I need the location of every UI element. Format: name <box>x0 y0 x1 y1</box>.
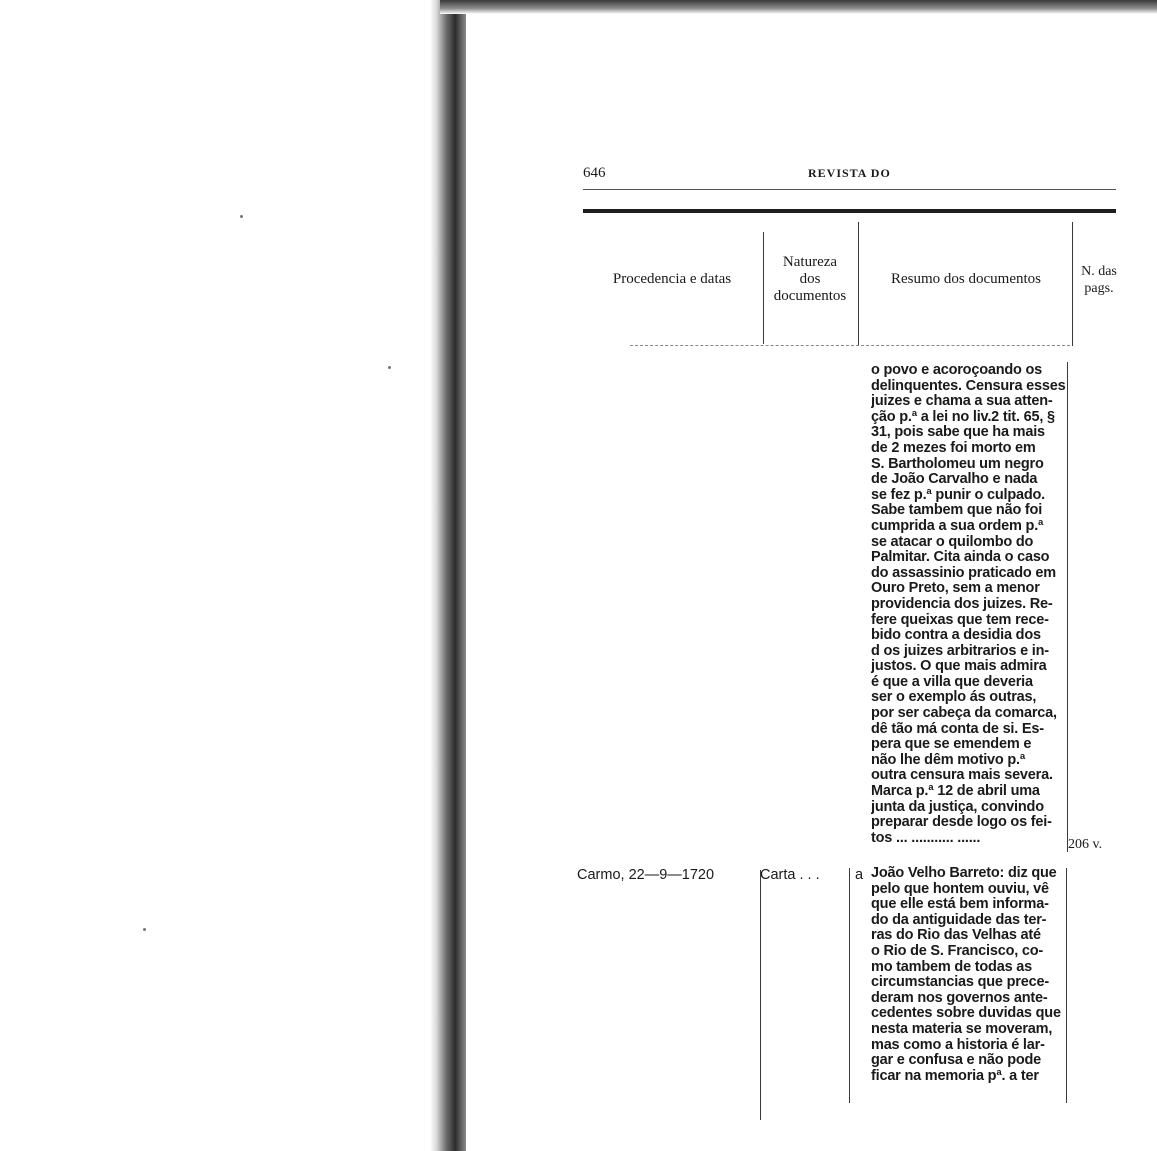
column-header-summary: Resumo dos documentos <box>891 271 1041 287</box>
table-top-rule <box>583 209 1116 213</box>
summary-line: pera que se emendem e <box>871 737 1032 753</box>
summary-line: ras do Rio das Velhas até <box>871 928 1041 944</box>
column-header-nature-line: documentos <box>773 288 847 304</box>
summary-line: bido contra a desidia dos <box>871 628 1041 644</box>
summary-line: é que a villa que deveria <box>871 674 1033 690</box>
summary-line: circumstancias que prece- <box>871 975 1049 991</box>
summary-line: João Velho Barreto: diz que <box>871 866 1057 881</box>
summary-line: outra censura mais severa. <box>871 768 1053 784</box>
summary-line: nesta materia se moveram, <box>871 1021 1053 1037</box>
summary-line: Marca p.ª 12 de abril uma <box>871 784 1040 800</box>
running-title: REVISTA DO <box>808 166 891 180</box>
summary-line: providencia dos juizes. Re- <box>871 596 1053 612</box>
summary-line: delinquentes. Censura esses <box>871 378 1066 394</box>
summary-line: justos. O que mais admira <box>871 659 1047 675</box>
summary-line: mas como a historia é lar- <box>871 1037 1045 1053</box>
column-rule <box>849 868 850 1103</box>
entry-summary <box>871 866 1067 1084</box>
summary-line: ficar na memoria pª. a ter <box>871 1068 1039 1084</box>
summary-line: S. Bartholomeu um negro <box>871 456 1044 472</box>
summary-line: de João Carvalho e nada <box>871 472 1038 488</box>
summary-line: o Rio de S. Francisco, co- <box>871 943 1044 959</box>
header-rule <box>583 189 1116 190</box>
summary-line: não lhe dêm motivo p.ª <box>871 752 1026 768</box>
summary-line: ção p.ª a lei no liv.2 tit. 65, § <box>871 409 1055 425</box>
column-rule <box>760 870 761 1120</box>
column-header-nature-line: Natureza <box>782 254 838 270</box>
summary-line: ser o exemplo ás outras, <box>871 690 1037 706</box>
scan-speck <box>240 215 243 218</box>
summary-line: Palmitar. Cita ainda o caso <box>871 550 1050 566</box>
entry-page-reference: 206 v. <box>1068 837 1103 852</box>
column-header-pages <box>1072 263 1126 297</box>
entry-document-nature: Carta . . . <box>760 867 820 883</box>
column-header-pages-line: pags. <box>1084 281 1114 296</box>
summary-line: mo tambem de todas as <box>871 959 1032 975</box>
column-rule <box>1067 362 1068 852</box>
page-top-shadow <box>440 0 1157 14</box>
page-number: 646 <box>583 165 606 181</box>
summary-line: d os juizes arbitrarios e in- <box>871 643 1049 659</box>
column-header-origin-dates: Procedencia e datas <box>612 271 732 287</box>
summary-line: Ouro Preto, sem a menor <box>871 581 1040 597</box>
summary-line: juizes e chama a sua atten- <box>871 394 1053 410</box>
summary-line: se atacar o quilombo do <box>871 534 1034 550</box>
column-rule <box>858 222 859 346</box>
scan-speck <box>388 366 391 369</box>
column-header-nature <box>762 254 858 305</box>
summary-line: gar e confusa e não pode <box>871 1053 1042 1069</box>
summary-line: por ser cabeça da comarca, <box>871 706 1057 722</box>
summary-line: junta da justiça, convindo <box>871 799 1044 815</box>
summary-line: do da antiguidade das ter- <box>871 912 1047 928</box>
summary-line: cedentes sobre duvidas que <box>871 1006 1061 1022</box>
entry-summary-continued <box>871 363 1067 846</box>
summary-line: cumprida a sua ordem p.ª <box>871 518 1044 534</box>
book-binding-shadow <box>430 0 466 1151</box>
summary-line: pelo que hontem ouviu, vê <box>871 881 1049 897</box>
summary-line: fere queixas que tem rece- <box>871 612 1049 628</box>
column-header-pages-line: N. das <box>1081 264 1117 279</box>
entry-leader-letter: a <box>855 867 864 883</box>
summary-line: que elle está bem informa- <box>871 897 1049 913</box>
summary-line: se fez p.ª punir o culpado. <box>871 487 1045 503</box>
summary-line: Sabe tambem que não foi <box>871 503 1043 519</box>
summary-line: o povo e acoroçoando os <box>871 363 1043 378</box>
summary-line: preparar desde logo os fei- <box>871 815 1052 831</box>
summary-line: dê tão má conta de si. Es- <box>871 721 1044 737</box>
summary-line: do assassinio praticado em <box>871 565 1056 581</box>
scan-speck <box>143 928 146 931</box>
column-header-nature-line: dos <box>799 271 821 287</box>
summary-line: de 2 mezes foi morto em <box>871 440 1036 456</box>
header-bottom-rule <box>630 345 1070 346</box>
summary-line: tos ... ........... ...... <box>871 830 981 846</box>
entry-origin-date: Carmo, 22—9—1720 <box>577 867 715 883</box>
summary-line: deram nos governos ante- <box>871 990 1048 1006</box>
summary-line: 31, pois sabe que ha mais <box>871 425 1045 441</box>
